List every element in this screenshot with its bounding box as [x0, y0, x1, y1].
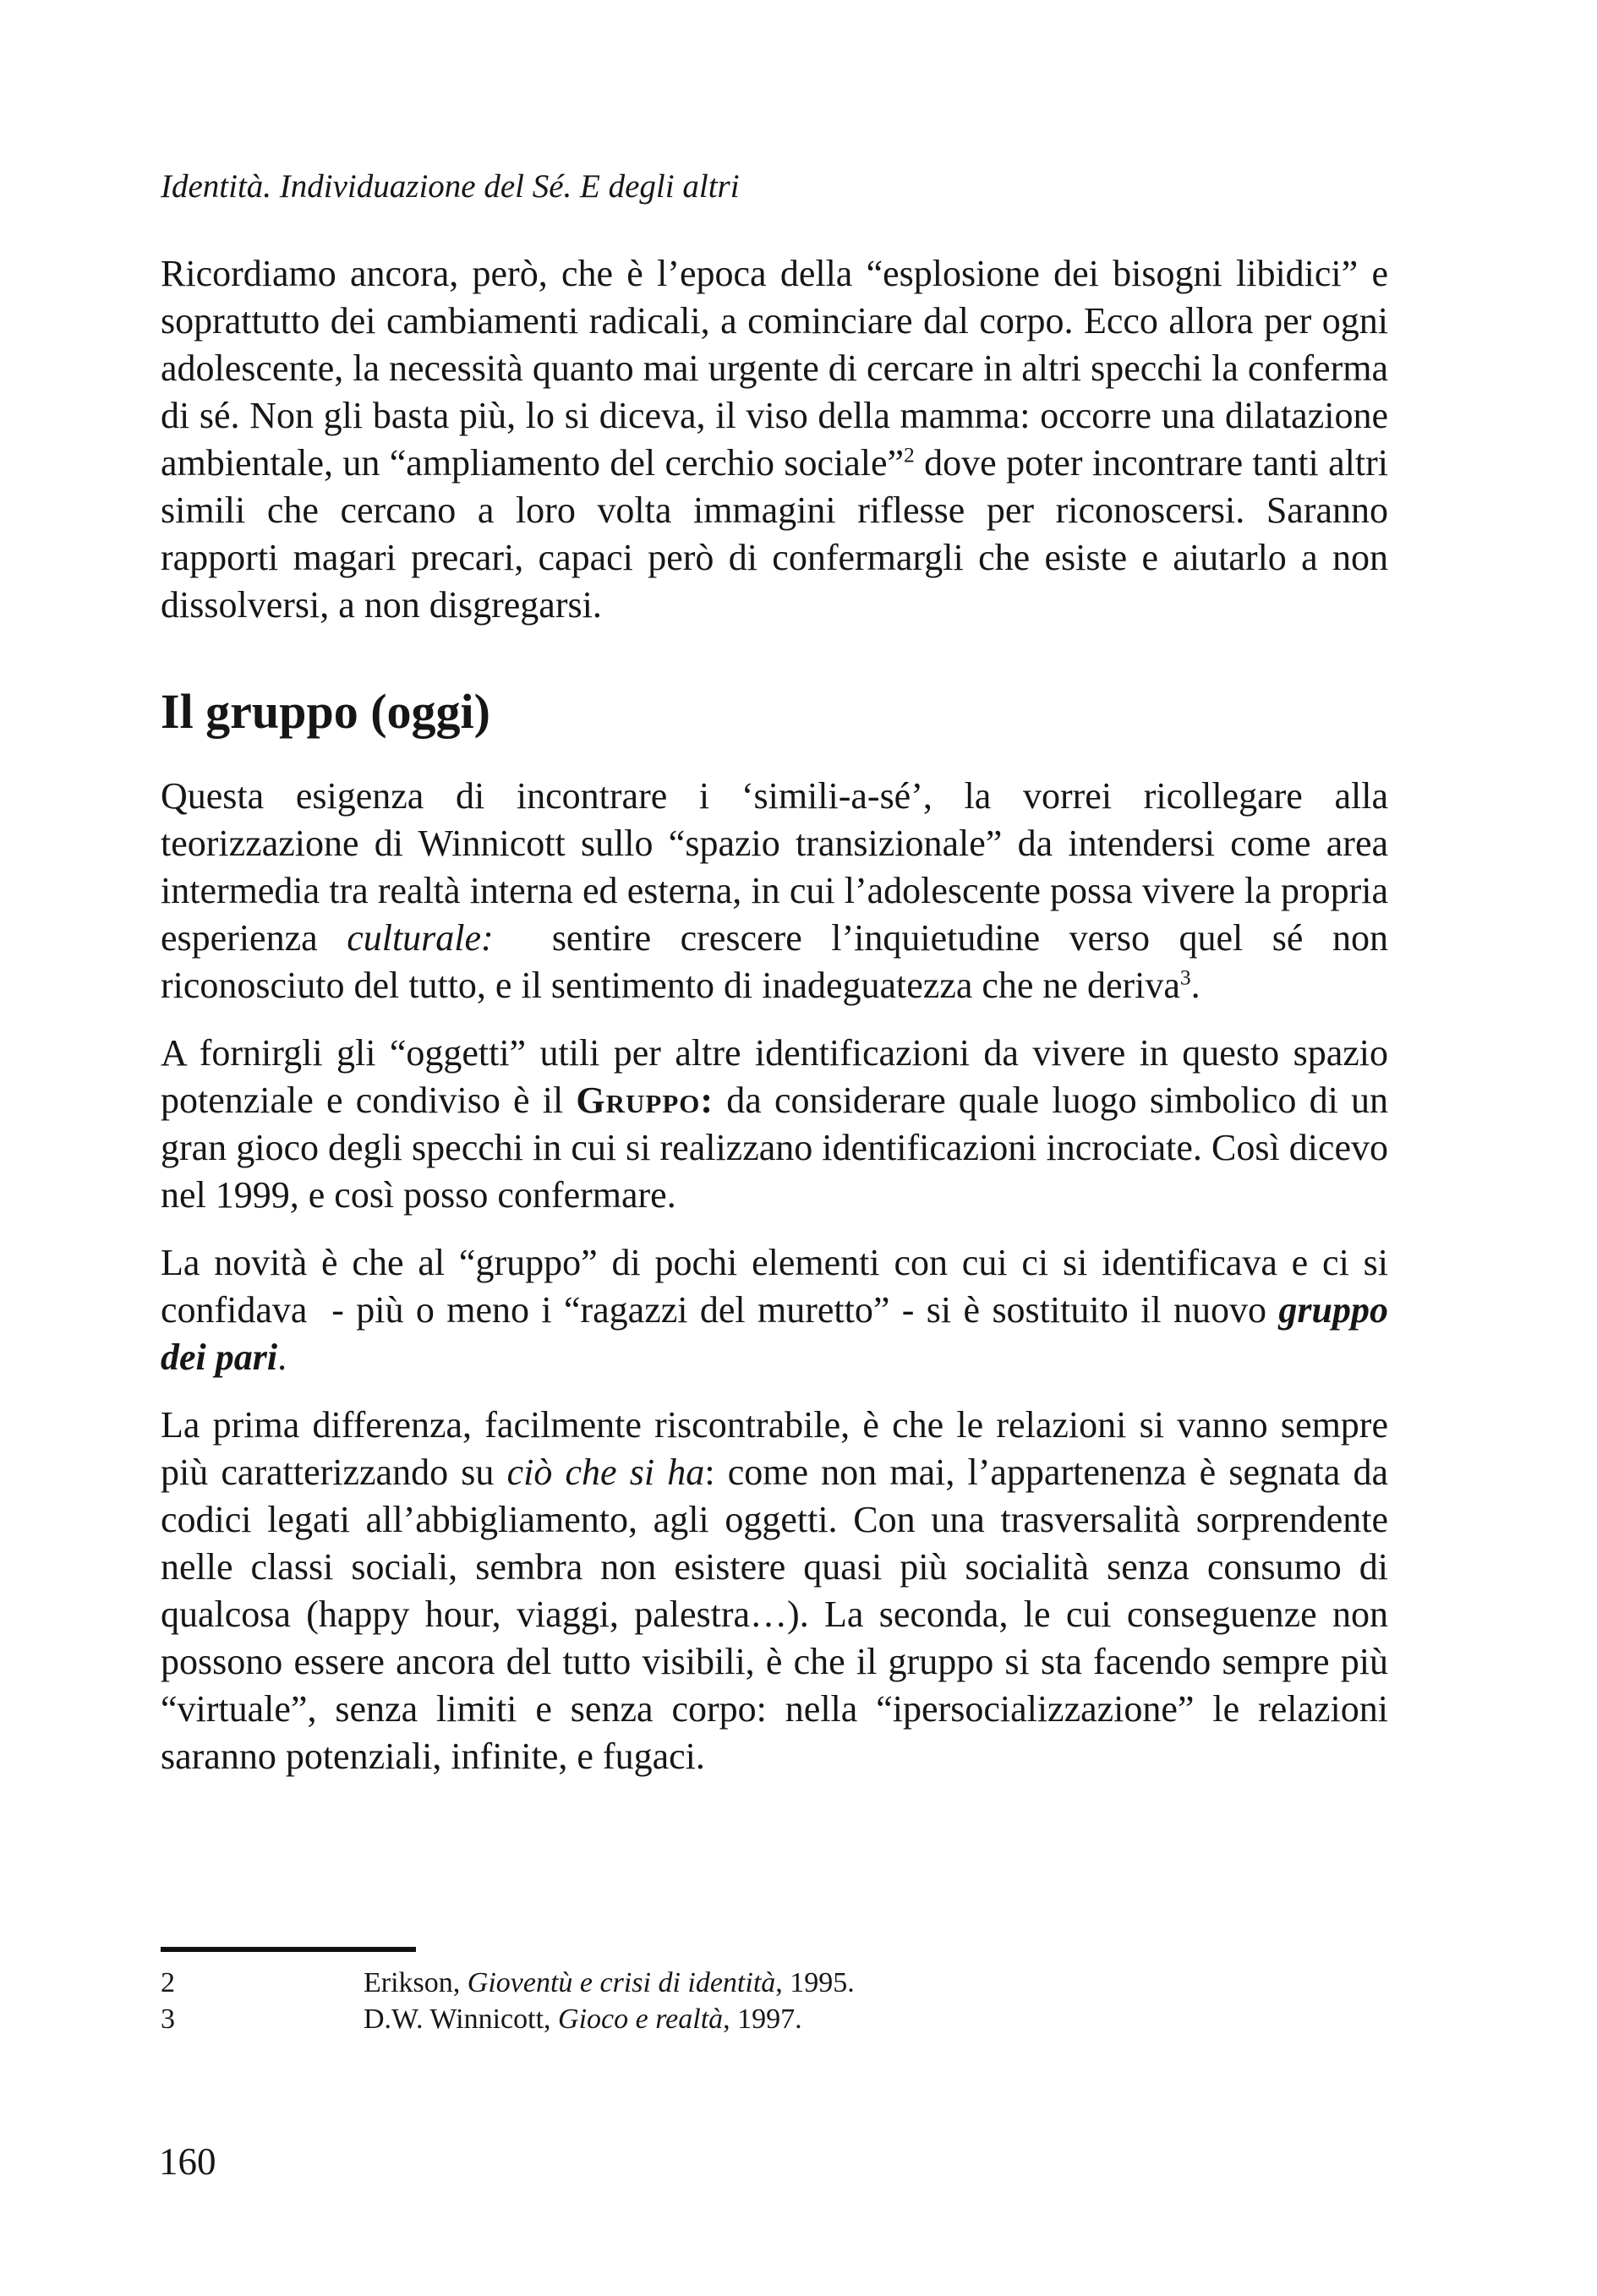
- paragraph-i-run: ciò che si ha: [506, 1451, 705, 1493]
- paragraph-sup-run: 3: [1179, 965, 1191, 990]
- page-body-text: [161, 250, 1388, 1801]
- paragraph-i-run: culturale:: [347, 917, 494, 959]
- section-heading: Il gruppo (oggi): [161, 684, 490, 739]
- paragraph-text-run: dove poter incontrare tanti altri simili che cercano a loro volta immagini riflesse per riconoscersi. Saranno rapporti magari precari, capaci però di confermargli che esiste e aiutarlo a non dissolversi, a non disgregarsi.: [161, 442, 1388, 626]
- paragraph-text-run: .: [277, 1337, 287, 1378]
- paragraph-sc-run: Gruppo:: [576, 1080, 714, 1121]
- paragraph-text-run: sentire crescere l’inquietudine verso quel sé non riconosciuto del tutto, e il sentimento di inadeguatezza che ne deriva: [161, 917, 1388, 1006]
- paragraph-bi-run: gruppo dei pari: [161, 1289, 1388, 1378]
- footnote-text-run: , 1997.: [723, 2004, 802, 2035]
- footnote-number: 3: [161, 2004, 175, 2035]
- footnote-text-run: Erikson,: [364, 1967, 468, 1998]
- footnotes: [161, 1965, 1388, 2037]
- paragraph-text-run: Questa esigenza di incontrare i ‘simili-a-sé’, la vorrei ricollegare alla teorizzazione di Winnicott sullo “spazio transizionale” da intendersi come area intermedia tra realtà interna ed esterna, in cui l’adolescente possa vivere la propria esperienza: [161, 775, 1388, 959]
- paragraph: [161, 250, 1388, 629]
- footnote: [161, 2001, 1388, 2037]
- footnote: [161, 1965, 1388, 2001]
- running-header: Identità. Individuazione del Sé. E degli altri: [161, 168, 740, 205]
- footnote-rule: [161, 1947, 416, 1952]
- paragraph-text-run: .: [1190, 965, 1200, 1006]
- page-number: 160: [159, 2140, 216, 2183]
- footnote-text-run: D.W. Winnicott,: [364, 2004, 559, 2035]
- paragraph: [161, 1402, 1388, 1780]
- paragraph-text-run: La novità è che al “gruppo” di pochi elementi con cui ci si identificava e ci si confidava - più o meno i “ragazzi del muretto” - si è sostituito il nuovo: [161, 1242, 1388, 1331]
- footnote-text-run: , 1995.: [775, 1967, 855, 1998]
- paragraph-text-run: Ricordiamo ancora, però, che è l’epoca della “esplosione dei bisogni libidici” e soprattutto dei cambiamenti radicali, a cominciare dal corpo. Ecco allora per ogni adolescente, la necessità quanto mai urgente di cercare in altri specchi la conferma di sé. Non gli basta più, lo si diceva, il viso della mamma: occorre una dilatazione ambientale, un “ampliamento del cerchio sociale”: [161, 253, 1388, 484]
- footnote-i-run: Gioco e realtà: [558, 2004, 724, 2035]
- paragraph: [161, 773, 1388, 1009]
- footnote-i-run: Gioventù e crisi di identità: [467, 1967, 776, 1998]
- paragraph-text-run: A fornirgli gli “oggetti” utili per altre identificazioni da vivere in questo spazio potenziale e condiviso è il: [161, 1032, 1388, 1121]
- paragraph-text-run: : come non mai, l’appartenenza è segnata da codici legati all’abbigliamento, agli oggetti. Con una trasversalità sorprendente nelle classi sociali, sembra non esistere quasi più socialità senza consumo di qualcosa (happy hour, viaggi, palestra…). La seconda, le cui conseguenze non possono essere ancora del tutto visibili, è che il gruppo si sta facendo sempre più “virtuale”, senza limiti e senza corpo: nella “ipersocializzazione” le relazioni saranno potenziali, infinite, e fugaci.: [161, 1451, 1389, 1777]
- paragraph-text-run: La prima differenza, facilmente riscontrabile, è che le relazioni si vanno sempre più caratterizzando su: [161, 1404, 1388, 1493]
- paragraph: [161, 1239, 1388, 1381]
- paragraph: [161, 1030, 1388, 1219]
- paragraph-sup-run: 2: [904, 442, 915, 467]
- paragraph-text-run: da considerare quale luogo simbolico di un gran gioco degli specchi in cui si realizzano identificazioni incrociate. Così dicevo nel 1999, e così posso confermare.: [161, 1080, 1388, 1216]
- footnote-number: 2: [161, 1967, 175, 1998]
